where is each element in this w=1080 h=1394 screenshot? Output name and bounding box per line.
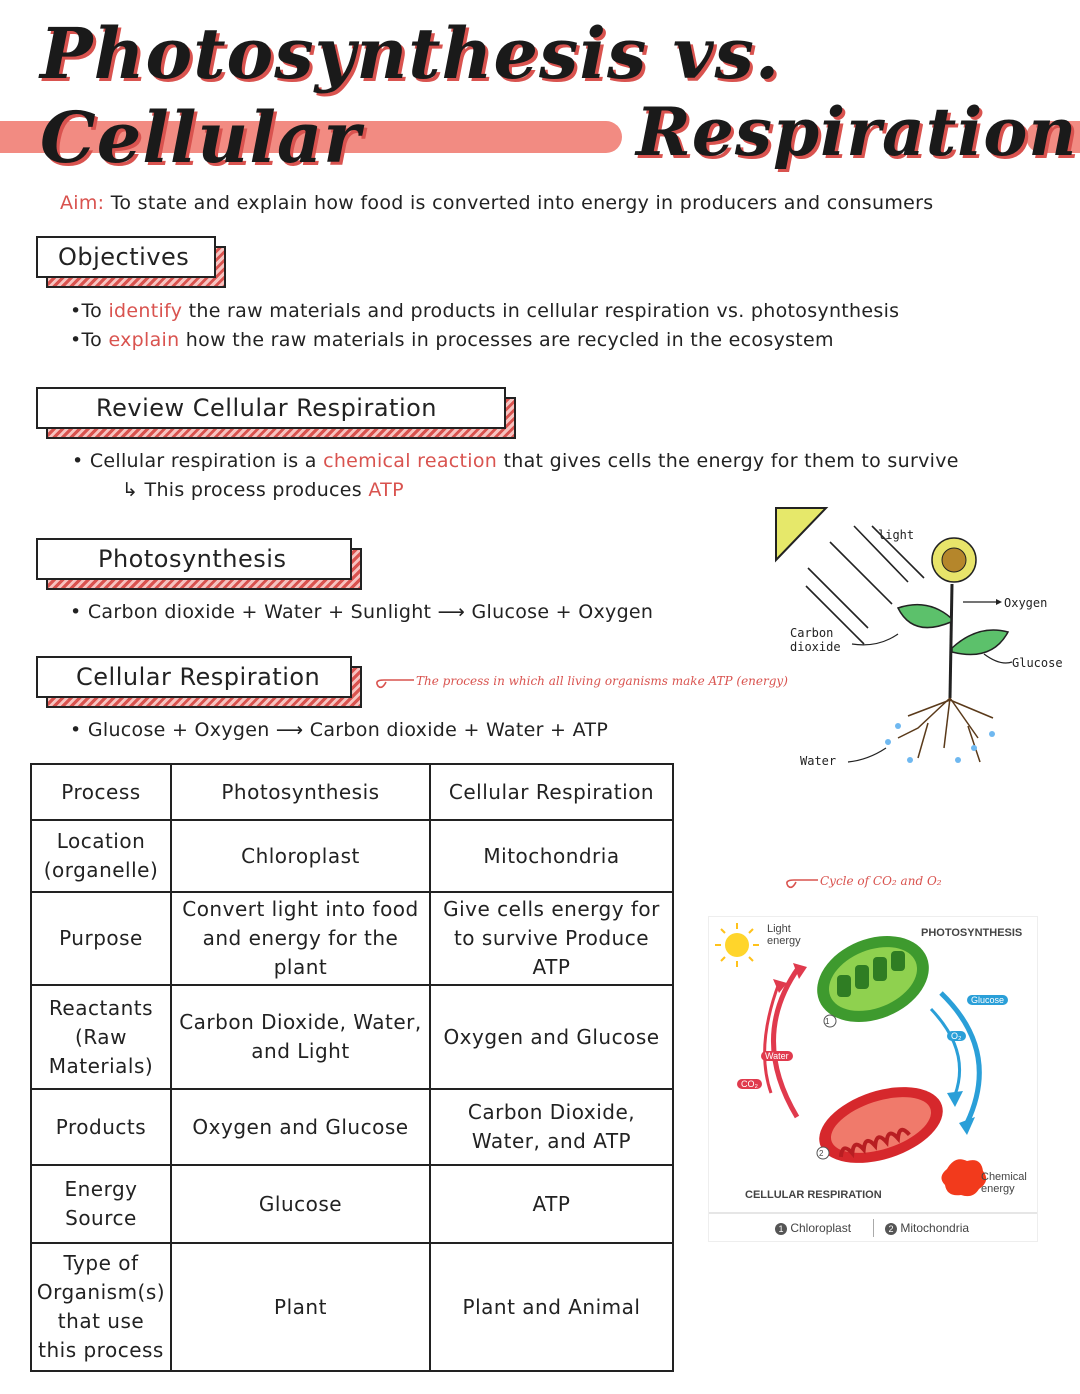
cycle-diagram	[708, 916, 1038, 1242]
table-cell-respiration: Mitochondria	[430, 820, 673, 892]
review-heading: Review Cellular Respiration	[36, 387, 506, 429]
cellular-respiration-equation: • Glucose + Oxygen ⟶ Carbon dioxide + Water + ATP	[70, 719, 609, 741]
table-row-label: Reactants (Raw Materials)	[31, 985, 171, 1089]
table-row-label: Products	[31, 1089, 171, 1165]
table-cell-photosynthesis: Glucose	[171, 1165, 430, 1243]
plant-oxygen-label: Oxygen	[1004, 596, 1048, 610]
mitochondrion-icon	[810, 1073, 953, 1177]
table-row-label: Energy Source	[31, 1165, 171, 1243]
legend-mitochondria-number-icon: 2	[885, 1223, 897, 1235]
cycle-marker-1: 1	[825, 1017, 830, 1026]
table-cell-respiration: Give cells energy for to survive Produce ATP	[430, 892, 673, 985]
cycle-glucose-badge: Glucose	[967, 995, 1008, 1005]
sunflower-icon	[932, 538, 976, 582]
table-row-label: Purpose	[31, 892, 171, 985]
table-cell-photosynthesis: Plant	[171, 1243, 430, 1371]
objective-item-2: •To explain how the raw materials in processes are recycled in the ecosystem	[70, 329, 834, 351]
review-line-2: ↳ This process produces ATP	[122, 479, 404, 501]
cycle-annotation: Cycle of CO₂ and O₂	[820, 874, 942, 888]
comparison-table	[30, 763, 674, 1372]
sun-rays-icon	[715, 923, 759, 967]
legend-divider	[873, 1219, 874, 1237]
aim-line	[60, 192, 933, 214]
cycle-water-badge: Water	[761, 1051, 793, 1061]
table-row	[31, 892, 673, 985]
plant-glucose-label: Glucose	[1012, 656, 1063, 670]
legend-chloroplast-number-icon: 1	[775, 1223, 787, 1235]
cycle-chemical-energy-label: Chemical energy	[981, 1171, 1027, 1195]
table-row-label: Location (organelle)	[31, 820, 171, 892]
table-cell-photosynthesis: Convert light into food and energy for the plant	[171, 892, 430, 985]
plant-water-label: Water	[800, 754, 837, 768]
sun-icon	[776, 508, 826, 560]
table-header-cell: Photosynthesis	[171, 764, 430, 820]
review-line-1: • Cellular respiration is a chemical reaction that gives cells the energy for them to survive	[72, 450, 959, 472]
chemical-energy-icon	[941, 1159, 986, 1196]
legend-mitochondria: 2 Mitochondria	[885, 1221, 969, 1235]
cellular-respiration-heading: Cellular Respiration	[36, 656, 352, 698]
cycle-photosynthesis-label: PHOTOSYNTHESIS	[921, 927, 1023, 939]
page-title-line2: Respiration	[636, 93, 1078, 171]
plant-carbon-dioxide-label: Carbon dioxide	[790, 626, 841, 654]
page-title-line1: Photosynthesis vs. Cellular	[40, 12, 781, 179]
table-row	[31, 985, 673, 1089]
table-cell-respiration: Plant and Animal	[430, 1243, 673, 1371]
leaf-right-icon	[952, 630, 1008, 655]
cycle-annotation-arrow-icon	[780, 870, 820, 894]
table-header-row	[31, 764, 673, 820]
photosynthesis-heading: Photosynthesis	[36, 538, 352, 580]
cycle-light-energy-label: Light energy	[767, 923, 801, 947]
table-cell-respiration: Oxygen and Glucose	[430, 985, 673, 1089]
aim-text: To state and explain how food is converted into energy in producers and consumers	[110, 192, 934, 214]
aim-label: Aim:	[60, 192, 105, 214]
objectives-heading: Objectives	[36, 236, 216, 278]
plant-light-label: light	[878, 528, 915, 542]
objective-item-1: •To identify the raw materials and products in cellular respiration vs. photosynthesis	[70, 300, 900, 322]
cycle-o2-badge: O₂	[947, 1031, 966, 1041]
table-header-cell: Process	[31, 764, 171, 820]
annotation-arrow-icon	[370, 670, 416, 692]
table-row	[31, 820, 673, 892]
legend-chloroplast: 1 Chloroplast	[775, 1221, 851, 1235]
roots-icon	[898, 698, 993, 762]
table-cell-photosynthesis: Carbon Dioxide, Water, and Light	[171, 985, 430, 1089]
table-cell-respiration: Carbon Dioxide, Water, and ATP	[430, 1089, 673, 1165]
leaf-left-icon	[898, 605, 951, 628]
cycle-cellular-respiration-label: CELLULAR RESPIRATION	[745, 1189, 882, 1201]
table-row	[31, 1089, 673, 1165]
table-row-label: Type of Organism(s) that use this process	[31, 1243, 171, 1371]
photosynthesis-equation: • Carbon dioxide + Water + Sunlight ⟶ Glucose + Oxygen	[70, 601, 654, 623]
table-row	[31, 1165, 673, 1243]
table-row	[31, 1243, 673, 1371]
cycle-co2-badge: CO₂	[737, 1079, 762, 1089]
table-cell-respiration: ATP	[430, 1165, 673, 1243]
table-cell-photosynthesis: Chloroplast	[171, 820, 430, 892]
cycle-marker-2: 2	[819, 1149, 824, 1158]
table-cell-photosynthesis: Oxygen and Glucose	[171, 1089, 430, 1165]
cellular-respiration-annotation: The process in which all living organisms make ATP (energy)	[416, 674, 788, 688]
table-header-cell: Cellular Respiration	[430, 764, 673, 820]
